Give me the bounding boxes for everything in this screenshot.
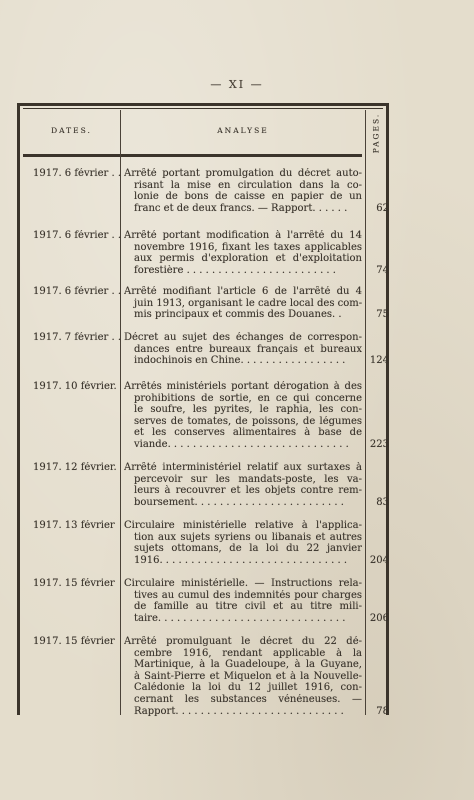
column-header-pages: PAGES.: [371, 112, 381, 154]
entry-analysis-line: novembre 1916, fixant les taxes applicables: [134, 241, 362, 253]
index-entry: [23, 520, 389, 566]
column-header-dates: DATES.: [51, 126, 92, 135]
entry-date: 1917. 6 février . .: [33, 168, 122, 179]
entry-analysis-line: sujets ottomans, de la loi du 22 janvier: [134, 543, 362, 555]
entry-page-number: 223: [369, 439, 389, 450]
entry-analysis: [124, 578, 362, 624]
entry-analysis: [124, 520, 362, 566]
entry-analysis: [124, 286, 362, 321]
entry-analysis-line: Martinique, à la Guadeloupe, à la Guyane,: [134, 659, 362, 671]
entry-analysis-line: tives au cumul des indemnités pour charges: [134, 589, 362, 601]
entry-date: 1917. 13 février: [33, 520, 115, 531]
entry-analysis-line: tion aux sujets syriens ou libanais et autres: [134, 531, 362, 543]
entry-analysis-line: percevoir sur les mandats-poste, les va-: [134, 473, 362, 485]
index-entry: [23, 578, 389, 624]
entry-date: 1917. 10 février.: [33, 381, 117, 392]
entry-page-number: 74: [376, 264, 389, 276]
entry-page-number: 204: [369, 554, 389, 566]
column-header-analyse: ANALYSE: [217, 126, 269, 135]
entry-analysis-line: à Saint-Pierre et Miquelon et à la Nouvelle-: [134, 670, 362, 682]
page-number: — XI —: [210, 78, 264, 91]
entry-analysis-line: de famille au titre civil et au titre mili-: [134, 601, 362, 613]
entry-analysis-line: franc et de deux francs. — Rapport. . . . . .: [134, 202, 348, 214]
entry-analysis-line: Circulaire ministérielle relative à l'applica-: [124, 520, 362, 531]
entry-analysis-line: 1916. . . . . . . . . . . . . . . . . . . . . . . . . . . . . .: [134, 554, 347, 566]
entry-analysis-line: prohibitions de sortie, en ce qui concerne: [134, 392, 362, 404]
index-table: [17, 103, 389, 715]
entry-analysis-line: leurs à recouvrer et les objets contre rem-: [134, 485, 362, 497]
entry-date: 1917. 15 février: [33, 636, 115, 647]
entry-analysis-line: Arrêté portant promulgation du décret auto-: [124, 168, 362, 179]
entry-analysis-line: risant la mise en circulation dans la co-: [134, 179, 362, 191]
entry-analysis-line: Décret au sujet des échanges de correspon-: [124, 332, 362, 343]
entry-analysis-line: Rapport. . . . . . . . . . . . . . . . . . . . . . . . . . .: [134, 705, 344, 717]
entry-analysis-line: juin 1913, organisant le cadre local des com-: [134, 297, 362, 309]
index-entry: [23, 381, 389, 451]
entry-analysis-line: Arrêté portant modification à l'arrêté du 14: [124, 230, 362, 241]
entry-analysis: [124, 636, 362, 717]
entry-date: 1917. 12 février.: [33, 462, 117, 473]
entry-analysis-line: Arrêté modifiant l'article 6 de l'arrêté du 4: [124, 286, 362, 297]
entry-analysis: [124, 168, 362, 214]
entry-date: 1917. 15 février: [33, 578, 115, 589]
header-rule: [23, 154, 362, 157]
entry-analysis-line: Arrêté promulguant le décret du 22 dé-: [124, 636, 362, 647]
entry-analysis-line: taire. . . . . . . . . . . . . . . . . . . . . . . . . . . . . .: [134, 612, 346, 624]
entry-analysis-line: mis principaux et commis des Douanes. .: [134, 309, 342, 321]
entry-analysis-line: Arrêtés ministériels portant dérogation à des: [124, 381, 362, 392]
index-entry: [23, 286, 389, 321]
entry-page-number: 78: [376, 705, 389, 717]
entry-analysis-line: indochinois en Chine. . . . . . . . . . . . . . . . .: [134, 355, 346, 367]
entry-analysis-line: lonie de bons de caisse en papier de un: [134, 191, 362, 203]
entry-page-number: 75: [376, 309, 389, 321]
index-entry: [23, 168, 389, 214]
entry-page-number: 206: [369, 612, 389, 624]
entry-date: 1917. 6 février . .: [33, 286, 122, 297]
entry-analysis-line: serves de tomates, de poissons, de légumes: [134, 415, 362, 427]
entry-analysis-line: viande. . . . . . . . . . . . . . . . . . . . . . . . . . . . .: [134, 438, 349, 450]
entry-analysis: [124, 462, 362, 508]
entry-analysis-line: le soufre, les pyrites, le raphia, les con-: [134, 404, 362, 416]
index-entry: [23, 636, 389, 717]
entry-date: 1917. 7 février . .: [33, 332, 122, 343]
entry-analysis-line: cembre 1916, rendant applicable à la: [134, 647, 362, 659]
entry-analysis-line: et les conserves alimentaires à base de: [134, 427, 362, 439]
entry-analysis-line: Arrêté interministériel relatif aux surtaxes à: [124, 462, 362, 473]
entry-analysis-line: Circulaire ministérielle. — Instructions rela-: [124, 578, 362, 589]
entry-page-number: 62: [376, 202, 389, 214]
entry-page-number: 124: [369, 355, 389, 367]
entry-page-number: 83: [376, 496, 389, 508]
entry-analysis-line: cernant les substances vénéneuses. —: [134, 693, 362, 705]
index-entry: [23, 230, 389, 276]
entry-analysis: [124, 332, 362, 367]
column-header-pages-cell: [366, 112, 386, 154]
entry-analysis-line: forestière . . . . . . . . . . . . . . . . . . . . . . . .: [134, 264, 336, 276]
entry-analysis-line: aux permis d'exploration et d'exploitation: [134, 253, 362, 265]
entry-analysis: [124, 381, 362, 451]
entry-analysis-line: boursement. . . . . . . . . . . . . . . . . . . . . . . .: [134, 496, 344, 508]
table-top-rule: [23, 108, 383, 109]
entry-analysis-line: dances entre bureaux français et bureaux: [134, 343, 362, 355]
index-entry: [23, 332, 389, 367]
entry-date: 1917. 6 février . .: [33, 230, 122, 241]
entry-analysis: [124, 230, 362, 276]
entry-analysis-line: Calédonie la loi du 12 juillet 1916, con-: [134, 682, 362, 694]
index-entry: [23, 462, 389, 508]
